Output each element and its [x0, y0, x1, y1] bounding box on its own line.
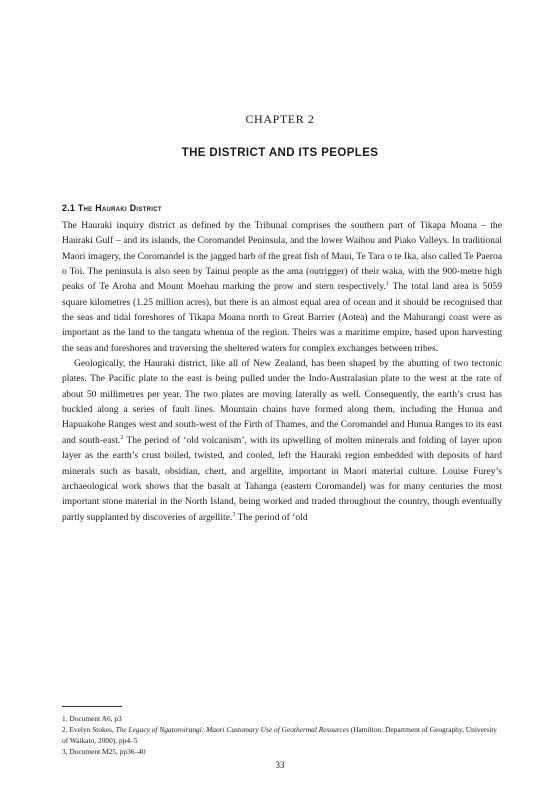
page-number: 33: [275, 760, 285, 770]
footnote-number: 2.: [62, 725, 68, 734]
footnote-number: 3.: [62, 747, 68, 756]
paragraph-1-text-a: The Hauraki inquiry district as defined by the Tribunal comprises the southern part of Tikapa Moana – the Hauraki Gulf – and its islands, the Coromandel Peninsula, and the lower Waihou and Piako Valleys. In traditional Maori imagery, the Coromandel is the jagged barb of the great fish of Maui, Te Tara o te Ika, also called Te Paeroa o Toi. The peninsula is also seen by Tainui people as the ama (outrigger) of their waka, with the 900-metre high peaks of Te Aroha and Mount Moehau marking the prow and stern respectively.: [62, 220, 502, 293]
chapter-title: THE DISTRICT AND ITS PEOPLES: [181, 147, 379, 159]
footnote-text: Document M25, pp36–40: [69, 747, 146, 756]
footnote-author: Evelyn Stokes,: [69, 725, 116, 734]
footnote-work-title: The Legacy of Ngatoroirangi: Maori Customary Use of Geothermal Resources: [115, 725, 349, 734]
paragraph-2-text-a: Geologically, the Hauraki district, like all of New Zealand, has been shaped by the abutting of two tectonic plates. The Pacific plate to the east is being pulled under the Indo-Australasian plate to the west at the rate of about 50 millimetres per year. The two plates are moving laterally as well. Consequently, the earth’s crust has buckled along a series of fault lines. Mountain chains have formed along them, including the Hunua and Hapuakohe Ranges west and south-west of the Firth of Thames, and the Coromandel and Hunua Ranges to its east and south-east.: [62, 358, 502, 446]
footnote-rule: [62, 706, 122, 707]
footnote-text: Document A6, p3: [69, 714, 122, 723]
footnote-ref-3: 3: [232, 511, 236, 518]
body-text: [62, 218, 502, 525]
footnote-ref-2: 2: [120, 434, 124, 441]
footnote-ref-1: 1: [385, 281, 389, 288]
footnote-3: [62, 746, 502, 757]
footnote-1: [62, 713, 502, 724]
paragraph-2-text-c: The period of ‘old: [235, 511, 308, 523]
footnote-number: 1.: [62, 714, 68, 723]
footnotes: [62, 713, 502, 757]
paragraph-1: [62, 218, 502, 356]
paragraph-2: [62, 356, 502, 525]
section-heading: 2.1 The Hauraki District: [62, 203, 162, 213]
chapter-label: CHAPTER 2: [245, 112, 315, 126]
footnote-2: [62, 724, 502, 746]
footnote-text: (Hamilton: Department of Geography, University of Waikato, 2000), pp4–5: [62, 725, 497, 745]
paragraph-2-text-b: The period of ‘old volcanism’, with its upwelling of molten minerals and folding of layer upon layer as the earth’s crust boiled, twisted, and cooled, left the Hauraki region embedded with deposits of hard minerals such as basalt, obsidian, chert, and argellite, important in Maori material culture. Louise Furey’s archaeological work shows that the basalt at Tahanga (eastern Coromandel) was for many centuries the most important stone material in the North Island, being worked and traded throughout the country, though eventually partly supplanted by discoveries of argellite.: [62, 434, 502, 523]
paragraph-1-text-b: The total land area is 5059 square kilometres (1.25 million acres), but there is an almost equal area of ocean and it should be recognised that the seas and tidal foreshores of Tikapa Moana north to Great Barrier (Aotea) and the Mahurangi coast were as important as the land to the tangata whenua of the region. Theirs was a maritime empire, based upon harvesting the seas and foreshores and traversing the sheltered waters for complex exchanges between tribes.: [62, 281, 502, 354]
